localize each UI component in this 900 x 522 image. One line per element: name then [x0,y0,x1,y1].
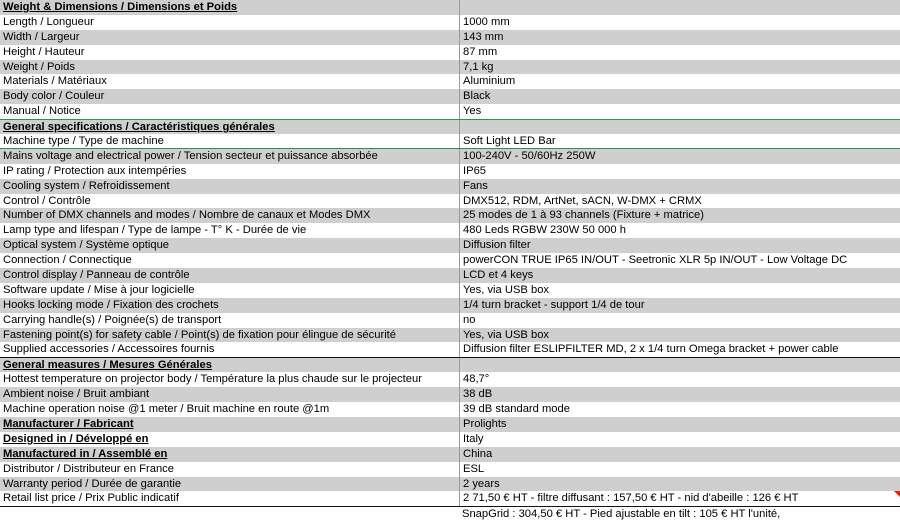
row-machine-type [0,134,900,149]
label-cell[interactable]: Manufactured in / Assemblé en [3,447,168,460]
label-cell[interactable]: Control display / Panneau de contrôle [3,269,190,282]
row-hottest-temperature [0,372,900,387]
row-ambient-noise [0,387,900,402]
row-control [0,194,900,209]
value-cell[interactable]: 25 modes de 1 à 93 channels (Fixture + matrice) [459,208,900,223]
label-cell[interactable]: Weight & Dimensions / Dimensions et Poids [3,1,238,13]
row-control-display [0,268,900,283]
row-length [0,15,900,30]
label-cell[interactable]: Manufacturer / Fabricant [3,417,134,430]
value-cell[interactable]: 38 dB [459,387,900,402]
value-cell[interactable]: 87 mm [459,45,900,60]
row-fastening-points [0,328,900,343]
row-dmx-channels [0,208,900,223]
label-cell[interactable]: Machine operation noise @1 meter / Bruit machine en route @1m [3,403,330,416]
label-cell[interactable]: Height / Hauteur [3,45,85,58]
row-manual [0,104,900,119]
value-cell[interactable]: powerCON TRUE IP65 IN/OUT - Seetronic XLR 5p IN/OUT - Low Voltage DC [459,253,900,268]
value-cell[interactable]: 1000 mm [459,15,900,30]
label-cell[interactable]: Manual / Notice [3,105,81,118]
value-cell[interactable]: Aluminium [459,74,900,89]
label-cell[interactable]: Width / Largeur [3,30,80,43]
value-cell[interactable]: Yes, via USB box [459,328,900,343]
value-cell[interactable]: 7,1 kg [459,60,900,75]
row-manufacturer [0,417,900,432]
value-cell[interactable]: 1/4 turn bracket - support 1/4 de tour [459,298,900,313]
row-manufactured-in [0,447,900,462]
label-cell[interactable]: Distributor / Distributeur en France [3,462,174,475]
row-warranty [0,477,900,492]
label-cell[interactable]: Lamp type and lifespan / Type de lampe - T° K - Durée de vie [3,224,307,237]
row-carrying-handles [0,313,900,328]
row-hooks-locking [0,298,900,313]
value-cell[interactable]: DMX512, RDM, ArtNet, sACN, W-DMX + CRMX [459,194,900,209]
value-cell[interactable]: Fans [459,179,900,194]
value-cell[interactable] [459,0,900,15]
value-cell[interactable]: Yes [459,104,900,119]
value-cell[interactable]: Soft Light LED Bar [459,134,900,148]
label-cell[interactable]: Software update / Mise à jour logicielle [3,283,195,296]
row-designed-in [0,432,900,447]
value-cell[interactable]: 100-240V - 50/60Hz 250W [459,149,900,164]
comment-marker-icon[interactable] [894,491,900,497]
value-cell[interactable]: SnapGrid : 304,50 € HT - Pied ajustable en tilt : 105 € HT l'unité, [462,508,781,521]
value-cell[interactable]: LCD et 4 keys [459,268,900,283]
row-body-color [0,89,900,104]
label-cell[interactable]: Supplied accessories / Accessoires fournis [3,343,215,356]
value-cell[interactable]: 2 years [459,477,900,492]
value-cell[interactable]: 48,7° [459,372,900,387]
value-cell[interactable]: 480 Leds RGBW 230W 50 000 h [459,223,900,238]
label-cell[interactable]: Carrying handle(s) / Poignée(s) de transport [3,313,222,326]
label-cell[interactable]: General measures / Mesures Générales [3,359,212,372]
label-cell[interactable]: Number of DMX channels and modes / Nombre de canaux et Modes DMX [3,209,371,222]
label-cell[interactable]: Connection / Connectique [3,254,132,267]
value-cell[interactable]: 143 mm [459,30,900,45]
row-mains-voltage [0,149,900,164]
label-cell[interactable]: Ambient noise / Bruit ambiant [3,388,150,401]
row-retail-price-continued [0,506,900,521]
row-width [0,30,900,45]
section-header-general-specifications [0,119,900,134]
value-cell[interactable]: no [459,313,900,328]
row-ip-rating [0,164,900,179]
label-cell[interactable]: Length / Longueur [3,15,94,28]
value-cell[interactable]: Diffusion filter ESLIPFILTER MD, 2 x 1/4 turn Omega bracket + power cable [459,342,900,357]
value-cell[interactable]: 2 71,50 € HT - filtre diffusant : 157,50 € HT - nid d'abeille : 126 € HT [459,491,900,506]
label-cell[interactable]: Body color / Couleur [3,90,105,103]
label-cell[interactable]: IP rating / Protection aux intempéries [3,164,187,177]
row-distributor [0,462,900,477]
value-cell[interactable]: China [459,447,900,462]
label-cell[interactable]: Machine type / Type de machine [3,135,164,148]
label-cell[interactable]: Designed in / Développé en [3,432,149,445]
label-cell[interactable]: Weight / Poids [3,60,75,73]
value-cell[interactable]: IP65 [459,164,900,179]
section-header-weight-dimensions [0,0,900,15]
value-cell[interactable] [459,358,900,372]
value-cell[interactable]: Diffusion filter [459,238,900,253]
row-operation-noise [0,402,900,417]
label-cell[interactable]: Retail list price / Prix Public indicatif [3,492,179,505]
row-supplied-accessories [0,342,900,357]
label-cell[interactable]: Hooks locking mode / Fixation des crochets [3,298,219,311]
label-cell[interactable]: Warranty period / Durée de garantie [3,477,182,490]
value-cell[interactable] [459,120,900,134]
section-header-general-measures [0,357,900,372]
value-cell[interactable]: 39 dB standard mode [459,402,900,417]
row-retail-price [0,491,900,506]
value-cell[interactable]: Prolights [459,417,900,432]
row-weight [0,60,900,75]
row-lamp-type [0,223,900,238]
label-cell[interactable]: Materials / Matériaux [3,75,107,88]
label-cell[interactable]: Fastening point(s) for safety cable / Point(s) de fixation pour élingue de sécurité [3,328,397,341]
row-cooling [0,179,900,194]
label-cell[interactable] [0,507,459,521]
value-cell[interactable]: ESL [459,462,900,477]
label-cell[interactable]: Hottest temperature on projector body / Température la plus chaude sur le projecteur [3,373,422,386]
label-cell[interactable]: Mains voltage and electrical power / Tension secteur et puissance absorbée [3,149,378,162]
label-cell[interactable]: Cooling system / Refroidissement [3,179,170,192]
value-cell[interactable]: Yes, via USB box [459,283,900,298]
row-height [0,45,900,60]
label-cell[interactable]: Optical system / Système optique [3,239,170,252]
value-cell[interactable]: Italy [459,432,900,447]
row-software-update [0,283,900,298]
label-cell[interactable]: General specifications / Caractéristiques générales [3,121,275,134]
label-cell[interactable]: Control / Contrôle [3,194,91,207]
row-optical-system [0,238,900,253]
value-cell[interactable]: Black [459,89,900,104]
row-materials [0,74,900,89]
row-connection [0,253,900,268]
